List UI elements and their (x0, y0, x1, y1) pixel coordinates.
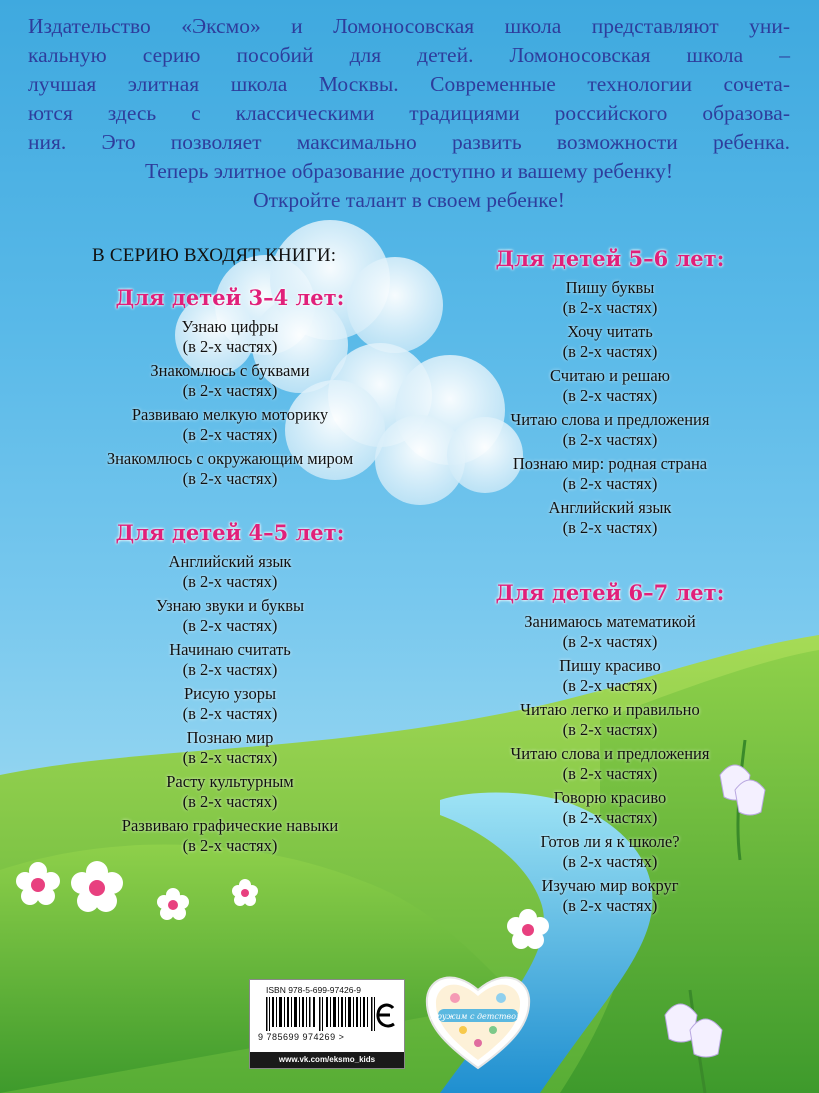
heart-badge-icon (423, 968, 533, 1072)
book-item: Пишу красиво (в 2-х частях) (559, 656, 661, 695)
barcode-block (249, 979, 405, 1069)
isbn-label: ISBN 978-5-699-97426-9 (266, 985, 361, 995)
book-item: Читаю легко и правильно (в 2-х частях) (520, 700, 700, 739)
barcode-icon (266, 997, 376, 1031)
book-item: Читаю слова и предложения (в 2-х частях) (510, 410, 710, 449)
intro-line: Издательство «Эксмо» и Ломоносовская школа представляют уни- (28, 14, 790, 38)
book-item: Говорю красиво (в 2-х частях) (553, 788, 667, 827)
book-item: Считаю и решаю (в 2-х частях) (550, 366, 670, 405)
book-item: Знакомлюсь с буквами (в 2-х частях) (150, 361, 310, 400)
book-item: Познаю мир: родная страна (в 2-х частях) (512, 454, 708, 493)
book-item: Хочу читать (в 2-х частях) (562, 322, 658, 361)
vk-link[interactable]: www.vk.com/eksmo_kids (250, 1052, 404, 1068)
book-item: Английский язык (в 2-х частях) (548, 498, 672, 537)
intro-line: ются здесь с классическими традициями российского образова- (28, 101, 790, 125)
book-item: Английский язык (в 2-х частях) (168, 552, 292, 591)
age-group-3-4 (60, 285, 400, 493)
series-title: В СЕРИЮ ВХОДЯТ КНИГИ: (92, 245, 337, 266)
age-group-6-7 (450, 580, 770, 920)
age-group-5-6 (450, 246, 770, 542)
heart-badge-text: Дружим с детством! (430, 1012, 526, 1021)
intro-line: ния. Это позволяет максимально развить возможности ребенка. (28, 130, 790, 154)
intro-line: Откройте талант в своем ребенке! (253, 188, 565, 212)
age-group-title: Для детей 6–7 лет: (495, 580, 725, 605)
barcode-number: 9 785699 974269 > (258, 1032, 345, 1042)
book-item: Готов ли я к школе? (в 2-х частях) (540, 832, 680, 871)
intro-line: лучшая элитная школа Москвы. Современные технологии сочета- (28, 72, 790, 96)
book-item: Пишу буквы (в 2-х частях) (562, 278, 658, 317)
book-item: Расту культурным (в 2-х частях) (166, 772, 294, 811)
book-item: Рисую узоры (в 2-х частях) (182, 684, 278, 723)
age-group-title: Для детей 3–4 лет: (115, 285, 345, 310)
book-item: Развиваю мелкую моторику (в 2-х частях) (131, 405, 329, 444)
book-item: Познаю мир (в 2-х частях) (182, 728, 278, 767)
book-item: Знакомлюсь с окружающим миром (в 2-х частях) (106, 449, 354, 488)
book-item: Читаю слова и предложения (в 2-х частях) (510, 744, 710, 783)
book-item: Изучаю мир вокруг (в 2-х частях) (541, 876, 679, 915)
age-group-title: Для детей 4–5 лет: (115, 520, 345, 545)
book-item: Начинаю считать (в 2-х частях) (169, 640, 291, 679)
intro-line: Теперь элитное образование доступно и вашему ребенку! (144, 159, 674, 183)
intro-line: кальную серию пособий для детей. Ломоносовская школа – (28, 43, 790, 67)
age-group-4-5 (60, 520, 400, 860)
intro-text (28, 12, 790, 215)
book-item: Узнаю звуки и буквы (в 2-х частях) (155, 596, 305, 635)
book-item: Занимаюсь математикой (в 2-х частях) (524, 612, 696, 651)
eksmo-logo-icon (375, 1002, 397, 1030)
age-group-title: Для детей 5–6 лет: (495, 246, 725, 271)
book-item: Развиваю графические навыки (в 2-х частях) (121, 816, 339, 855)
book-item: Узнаю цифры (в 2-х частях) (181, 317, 279, 356)
